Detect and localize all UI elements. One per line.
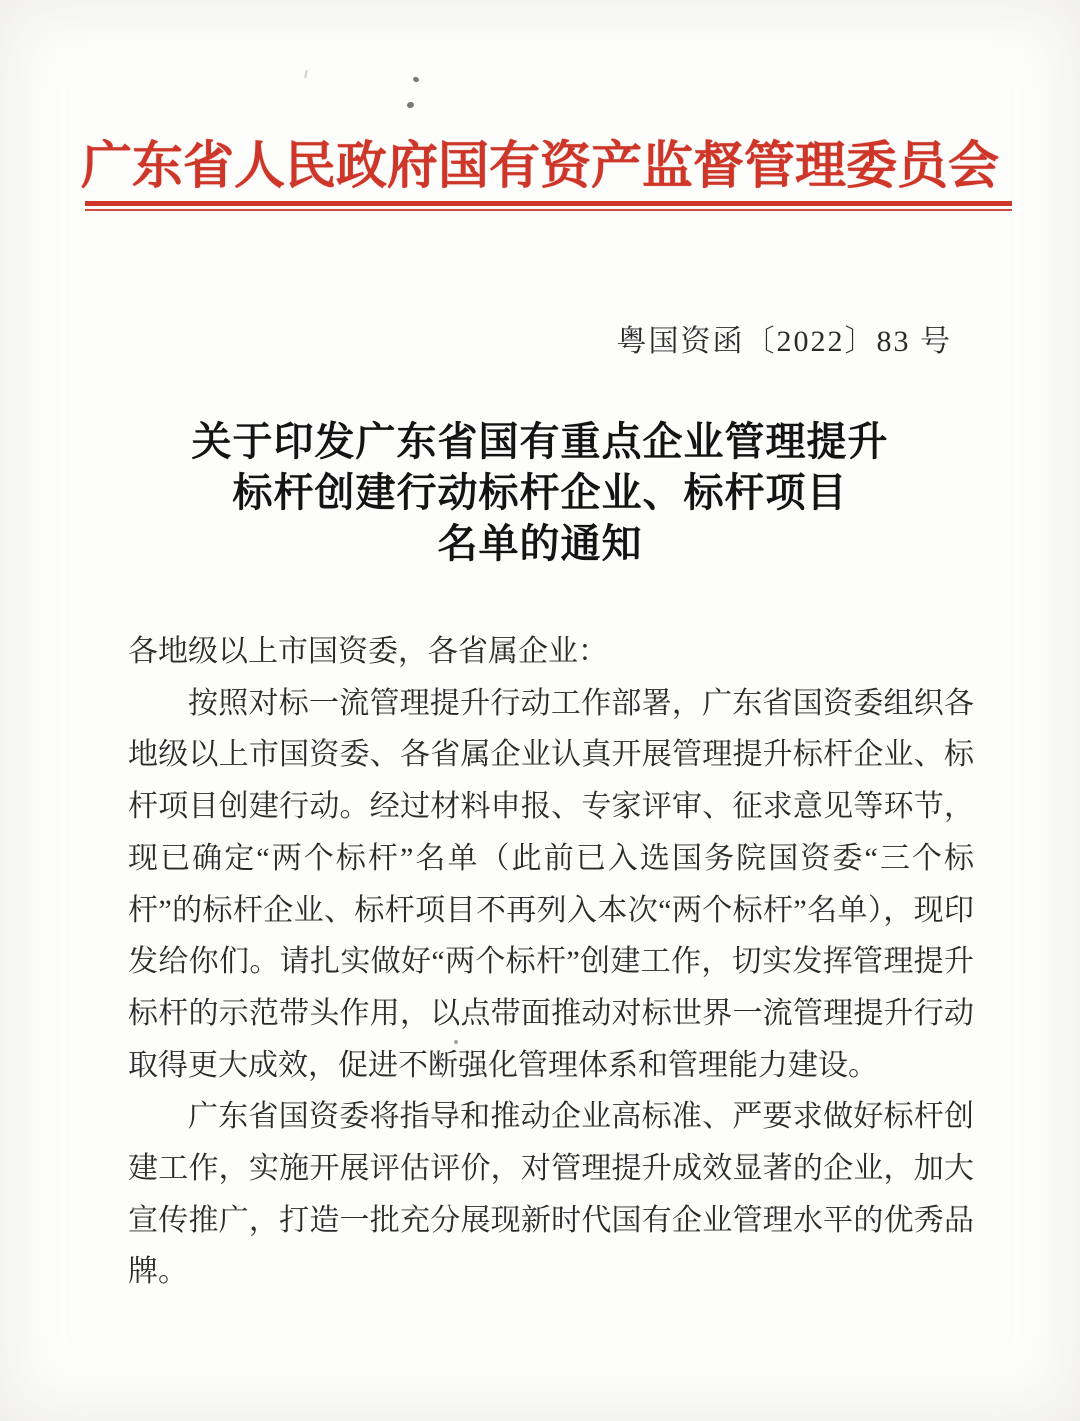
body-paragraph-1: 按照对标一流管理提升行动工作部署，广东省国资委组织各地级以上市国资委、各省属企业认真开展管理提升标杆企业、标杆项目创建行动。经过材料申报、专家评审、征求意见等环节，现已确定“两个标杆”名单（此前已入选国务院国资委“三个标杆”的标杆企业、标杆项目不再列入本次“两个标杆”名单），现印发给你们。请扎实做好“两个标杆”创建工作，切实发挥管理提升标杆的示范带头作用，以点带面推动对标世界一流管理提升行动取得更大成效，促进不断强化管理体系和管理能力建设。 xyxy=(128,686,974,1082)
header-divider xyxy=(85,201,1012,211)
document-body xyxy=(128,626,974,1298)
scan-smudge xyxy=(304,70,308,78)
salutation: 各地级以上市国资委，各省属企业： xyxy=(128,635,608,668)
agency-header: 广东省人民政府国有资产监督管理委员会 xyxy=(80,139,999,195)
title-line-2: 标杆创建行动标杆企业、标杆项目 xyxy=(232,470,848,515)
document-title xyxy=(0,416,1080,569)
divider-thin-line xyxy=(85,209,1012,211)
scan-speck xyxy=(406,101,414,109)
body-paragraph-2: 广东省国资委将指导和推动企业高标准、严要求做好标杆创建工作，实施开展评估评价，对管理提升成效显著的企业，加大宣传推广，打造一批充分展现新时代国有企业管理水平的优秀品牌。 xyxy=(128,1100,974,1289)
scan-speck xyxy=(412,76,420,83)
title-line-1: 关于印发广东省国有重点企业管理提升 xyxy=(191,419,889,464)
document-number: 粤国资函〔2022〕83 号 xyxy=(616,325,952,358)
title-line-3: 名单的通知 xyxy=(437,521,643,566)
